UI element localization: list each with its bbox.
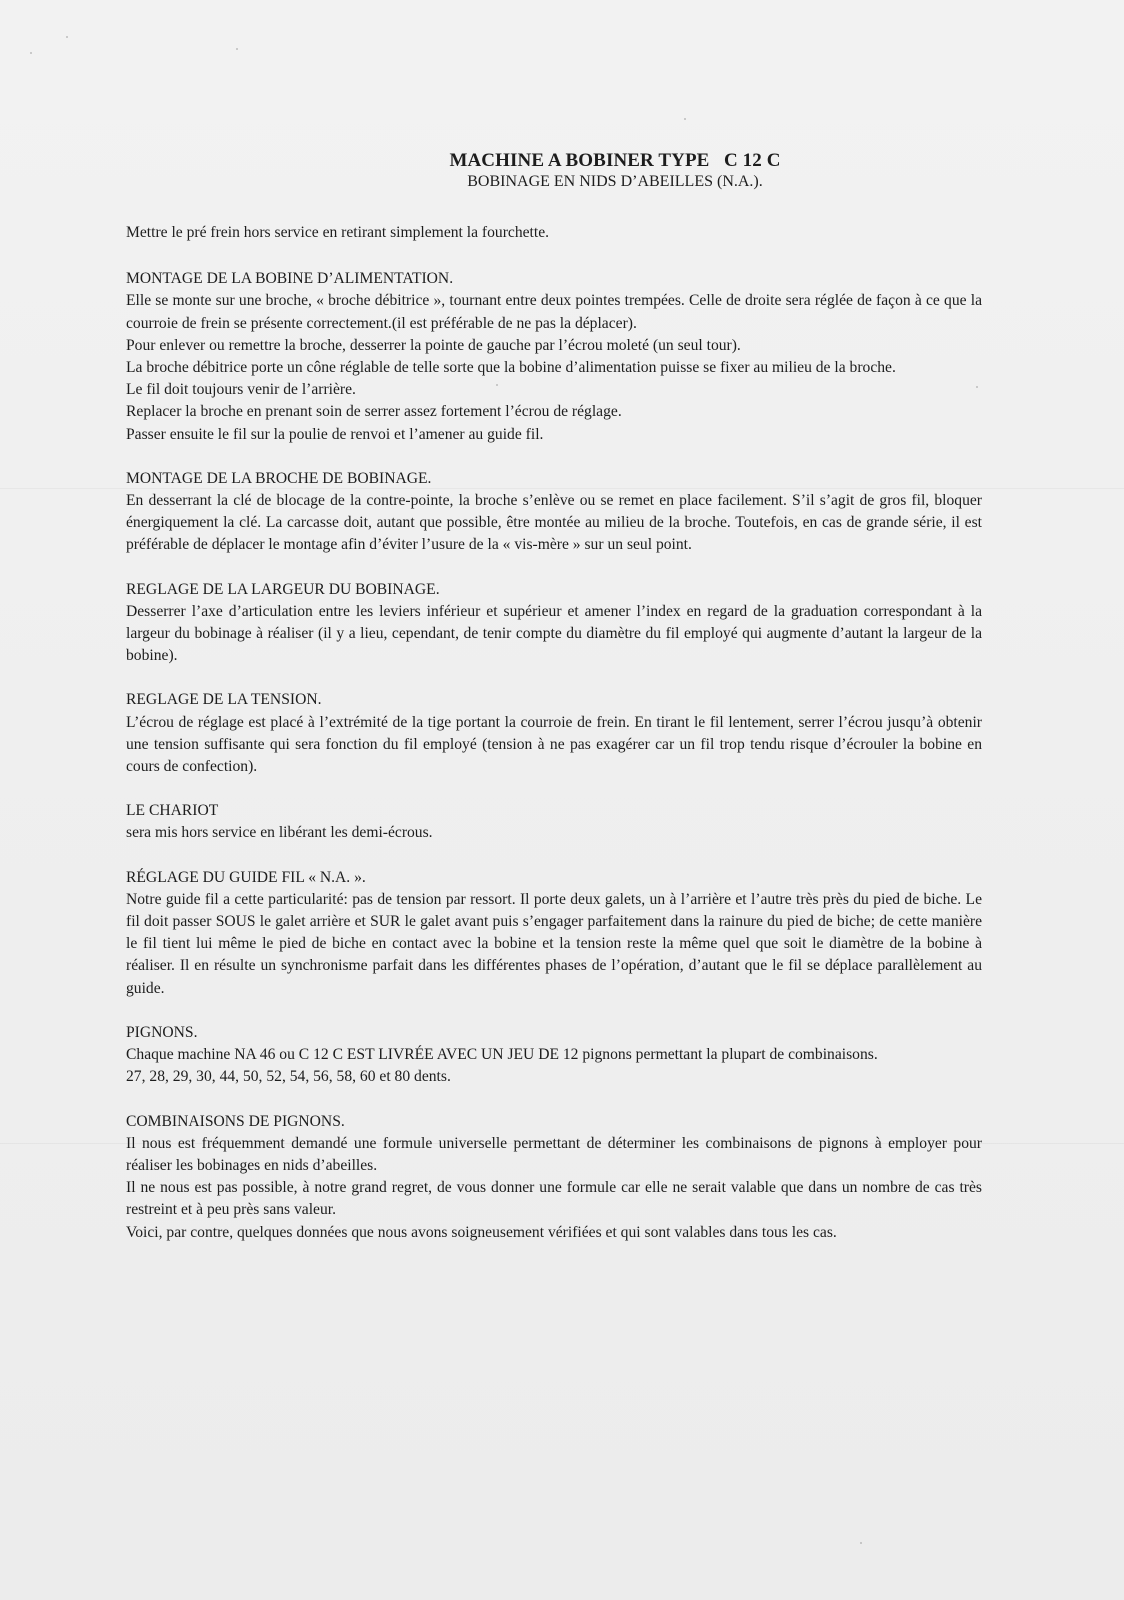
section-combinaisons-pignons	[126, 1111, 982, 1244]
section-bobine-alimentation	[126, 268, 982, 446]
section-tension	[126, 689, 982, 778]
document-title: MACHINE A BOBINER TYPE C 12 C	[449, 150, 781, 171]
paragraph: Chaque machine NA 46 ou C 12 C EST LIVRÉE AVEC UN JEU DE 12 pignons permettant la plupart de combinaisons.	[126, 1046, 878, 1064]
section-heading: PIGNONS.	[126, 1023, 198, 1041]
document-header	[126, 150, 996, 192]
paragraph: Replacer la broche en prenant soin de serrer assez fortement l’écrou de réglage.	[126, 403, 622, 421]
paper-speck	[684, 118, 686, 120]
section-guide-fil	[126, 867, 982, 1000]
document-subtitle: BOBINAGE EN NIDS D’ABEILLES (N.A.).	[467, 173, 763, 190]
paper-speck	[236, 48, 238, 50]
paragraph: Pour enlever ou remettre la broche, desserrer la pointe de gauche par l’écrou moleté (un seul tour).	[126, 336, 741, 354]
paragraph: La broche débitrice porte un cône réglable de telle sorte que la bobine d’alimentation puisse se fixer au milieu de la broche.	[126, 359, 896, 377]
paragraph: Passer ensuite le fil sur la poulie de renvoi et l’amener au guide fil.	[126, 425, 544, 443]
section-largeur-bobinage	[126, 579, 982, 668]
paragraph: Voici, par contre, quelques données que nous avons soigneusement vérifiées et qui sont valables dans tous les cas.	[126, 1223, 837, 1241]
paper-speck	[66, 36, 68, 38]
section-heading: RÉGLAGE DU GUIDE FIL « N.A. ».	[126, 868, 366, 886]
section-heading: COMBINAISONS DE PIGNONS.	[126, 1112, 345, 1130]
section-broche-bobinage	[126, 468, 982, 557]
document-body	[126, 222, 982, 1266]
paragraph: sera mis hors service en libérant les demi-écrous.	[126, 824, 433, 842]
intro-paragraph: Mettre le pré frein hors service en retirant simplement la fourchette.	[126, 224, 550, 241]
paper-speck	[30, 52, 32, 54]
section-heading: LE CHARIOT	[126, 802, 219, 820]
paragraph: 27, 28, 29, 30, 44, 50, 52, 54, 56, 58, 60 et 80 dents.	[126, 1068, 451, 1086]
section-heading: REGLAGE DE LA TENSION.	[126, 691, 322, 709]
paragraph: Il ne nous est pas possible, à notre grand regret, de vous donner une formule car elle ne serait valable que dans un nombre de cas très restreint et à peu près sans valeur.	[126, 1179, 982, 1219]
paragraph: Il nous est fréquemment demandé une formule universelle permettant de déterminer les combinaisons de pignons à employer pour réaliser les bobinages en nids d’abeilles.	[126, 1134, 982, 1174]
section-heading: MONTAGE DE LA BOBINE D’ALIMENTATION.	[126, 270, 454, 288]
section-heading: MONTAGE DE LA BROCHE DE BOBINAGE.	[126, 469, 432, 487]
paper-speck	[860, 1542, 862, 1544]
paragraph: Desserrer l’axe d’articulation entre les leviers inférieur et supérieur et amener l’index en regard de la graduation correspondant à la largeur du bobinage à réaliser (il y a lieu, cependant, de tenir compte du diamètre du fil employé qui augmente d’autant la largeur de la bobine).	[126, 602, 982, 665]
section-pignons	[126, 1022, 982, 1089]
section-chariot	[126, 800, 982, 844]
section-heading: REGLAGE DE LA LARGEUR DU BOBINAGE.	[126, 580, 440, 598]
paragraph: Elle se monte sur une broche, « broche débitrice », tournant entre deux pointes trempées. Celle de droite sera réglée de façon à ce que la courroie de frein se présente correctement.(il est préférable de ne pas la déplacer).	[126, 292, 982, 332]
paragraph: Le fil doit toujours venir de l’arrière.	[126, 381, 356, 399]
paragraph: En desserrant la clé de blocage de la contre-pointe, la broche s’enlève ou se remet en place facilement. S’il s’agit de gros fil, bloquer énergiquement la clé. La carcasse doit, autant que possible, être montée au milieu de la broche. Toutefois, en cas de grande série, il est préférable de déplacer le montage afin d’éviter l’usure de la « vis-mère » sur un seul point.	[126, 492, 982, 554]
paragraph: L’écrou de réglage est placé à l’extrémité de la tige portant la courroie de frein. En tirant le fil lentement, serrer l’écrou jusqu’à obtenir une tension suffisante qui sera fonction du fil employé (tension à ne pas exagérer car un fil trop tendu risque d’écrouler la bobine en cours de confection).	[126, 713, 982, 776]
paragraph: Notre guide fil a cette particularité: pas de tension par ressort. Il porte deux galets, un à l’arrière et l’autre très près du pied de biche. Le fil doit passer SOUS le galet arrière et SUR le galet avant puis s’engager parfaitement dans la rainure du pied de biche; de cette manière le fil tient lui même le pied de biche en contact avec la bobine et la tension reste la même quel que soit le diamètre de la bobine à réaliser. Il en résulte un synchronisme parfait dans les différentes phases de l’opération, d’autant que le fil se déplace parallèlement au guide.	[126, 890, 982, 997]
